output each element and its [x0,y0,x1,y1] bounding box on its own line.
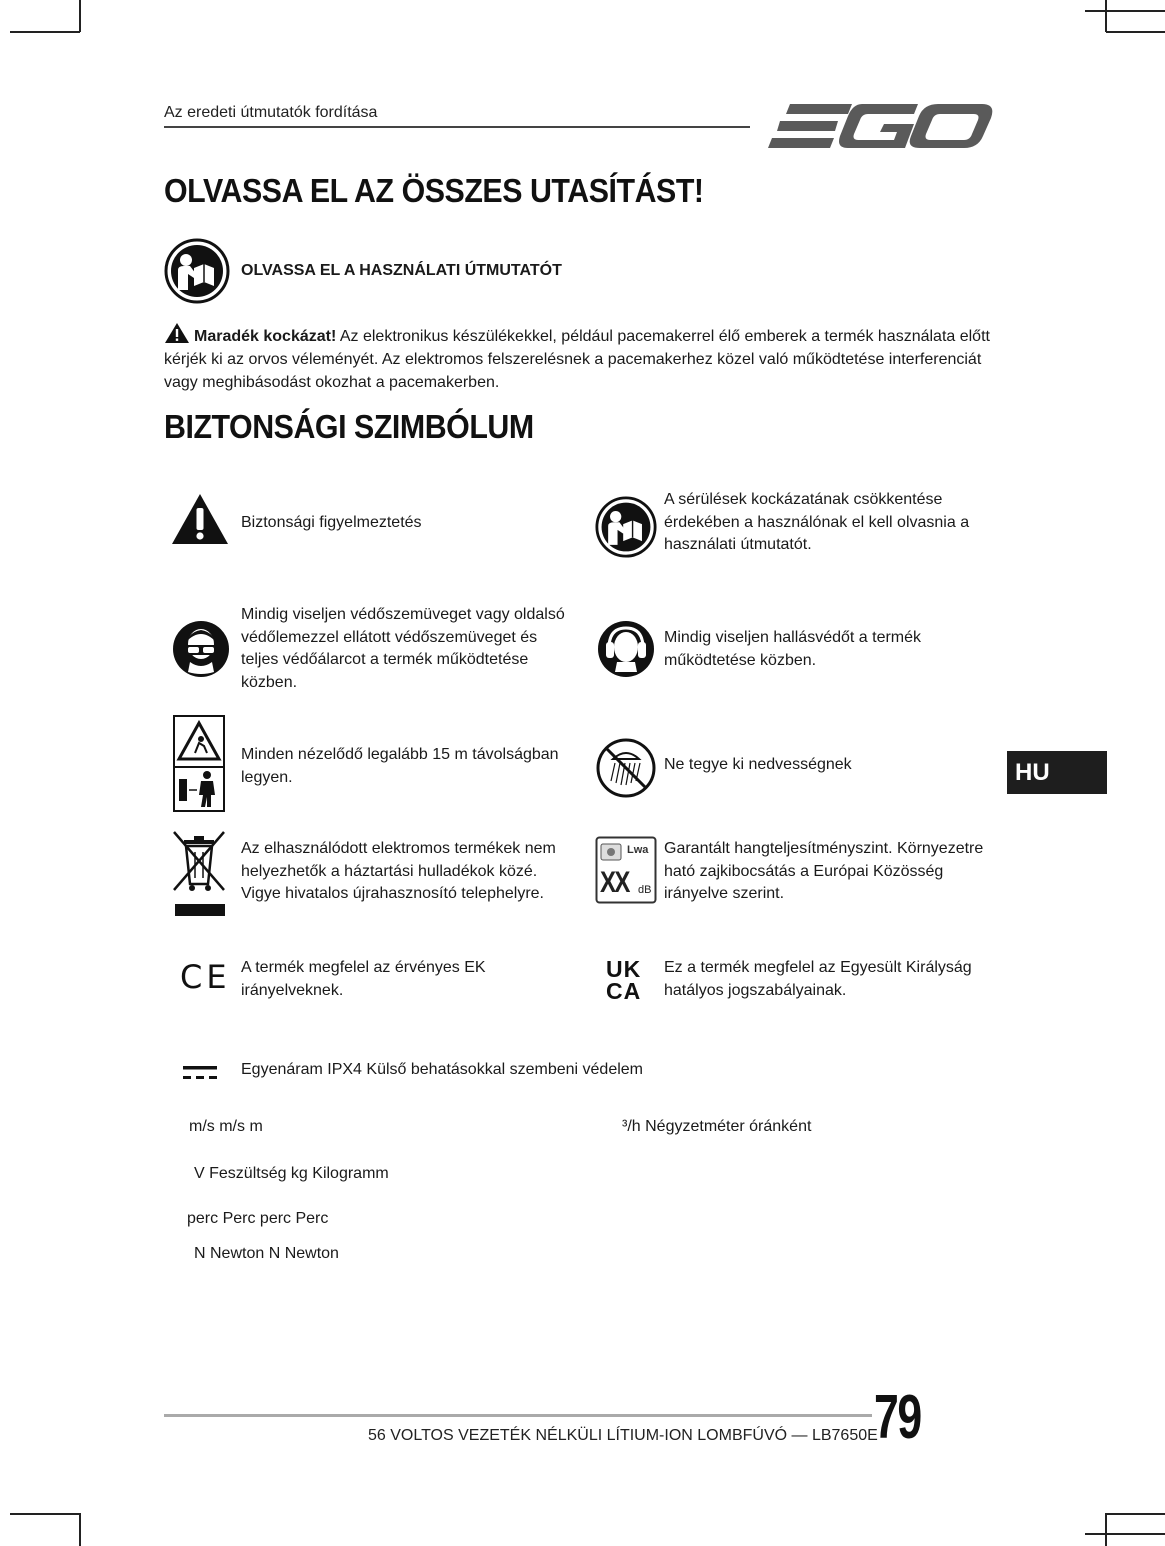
crop-mark-tl-h [10,31,80,33]
bystander-distance-icon [173,715,225,812]
bystander-distance-text: Minden nézelődő legalább 15 m távolságban legyen. [241,746,559,786]
no-rain-icon [595,737,657,799]
crop-mark-tr-h2 [1085,10,1165,12]
dc-text: Egyenáram IPX4 Külső behatásokkal szembeni védelem [241,1061,643,1078]
ukca-text: Ez a termék megfelel az Egyesült Királyság hatályos jogszabályainak. [664,959,972,999]
no-rain-text: Ne tegye ki nedvességnek [664,756,852,773]
ce-mark-icon: CE [180,958,231,996]
read-manual-text: A sérülések kockázatának csökkentése érdekében a használónak el kell olvasnia a használati útmutatót. [664,491,970,553]
weee-text: Az elhasználódott elektromos termékek nem helyezhetők a háztartási hulladékok közé. Vigye hivatalos újrahasznosító telephelyre. [241,840,556,902]
units-row1-left: m/s m/s m [189,1118,263,1135]
sound-power-icon [595,836,657,904]
ce-text: A termék megfelel az érvényes EK irányelveknek. [241,959,486,999]
language-tab: HU [1007,751,1107,794]
units-row1-right: ³/h Négyzetméter óránként [622,1118,812,1135]
ukca-mark-bottom: CA [606,978,642,1004]
units-row3: perc Perc perc Perc [187,1210,329,1227]
page-number: 79 [874,1383,921,1452]
ear-protection-text: Mindig viseljen hallásvédőt a termék működtetése közben. [664,629,922,669]
crop-mark-br-v [1105,1513,1107,1546]
crop-mark-bl-v [79,1513,81,1546]
sound-power-text: Garantált hangteljesítményszint. Környezetre ható zajkibocsátás a Európai Közösség irányelve szerint. [664,840,984,902]
residual-risk-text: Az elektronikus készülékekkel, például pacemakerrel élő emberek a termék használata előtt kérjék ki az orvos véleményét. Az elektromos felszerelésnek a pacemakerhez közel való működtetése interferenciát vagy meghibásodást okozhat a pacemakerben. [164,328,990,391]
footer-product-title: 56 VOLTOS VEZETÉK NÉLKÜLI LÍTIUM-ION LOMBFÚVÓ — LB7650E [368,1427,878,1444]
header-rule [164,126,750,128]
residual-risk-paragraph [164,322,994,394]
residual-risk-label: Maradék kockázat! [194,328,337,345]
main-title: OLVASSA EL AZ ÖSSZES UTASÍTÁST! [164,172,704,209]
ukca-mark-icon [606,958,650,1002]
eye-protection-text: Mindig viseljen védőszemüveget vagy oldalsó védőlemezzel ellátott védőszemüveget és teljes védőálarcot a termék működtetése közben. [241,606,565,691]
warning-triangle-icon [164,322,190,344]
dc-current-icon [182,1064,218,1082]
crop-mark-br-h [1106,1513,1165,1515]
translation-note: Az eredeti útmutatók fordítása [164,104,378,121]
sound-badge-top: Lwa [627,844,649,856]
ear-protection-icon [597,620,655,678]
ego-logo [768,98,993,156]
crop-mark-tl-v [79,0,81,32]
safety-alert-text: Biztonsági figyelmeztetés [241,514,422,531]
section-title: BIZTONSÁGI SZIMBÓLUM [164,408,534,445]
read-manual-small-icon [595,496,657,558]
read-manual-label: OLVASSA EL A HASZNÁLATI ÚTMUTATÓT [241,262,562,279]
crop-mark-tr-h [1106,31,1165,33]
crop-mark-bl-h [10,1513,80,1515]
safety-alert-icon [170,492,230,546]
sound-badge-unit: dB [638,884,652,896]
footer-rule [164,1414,872,1417]
eye-protection-icon [172,620,230,678]
crop-mark-br-h2 [1085,1533,1165,1535]
units-row4: N Newton N Newton [194,1245,339,1262]
weee-bin-icon [170,828,228,918]
units-row2: V Feszültség kg Kilogramm [194,1165,389,1182]
crop-mark-tr-v [1105,0,1107,32]
ukca-mark-top: UK [606,956,642,982]
read-manual-icon [164,238,230,304]
sound-badge-main: XX [600,866,629,899]
